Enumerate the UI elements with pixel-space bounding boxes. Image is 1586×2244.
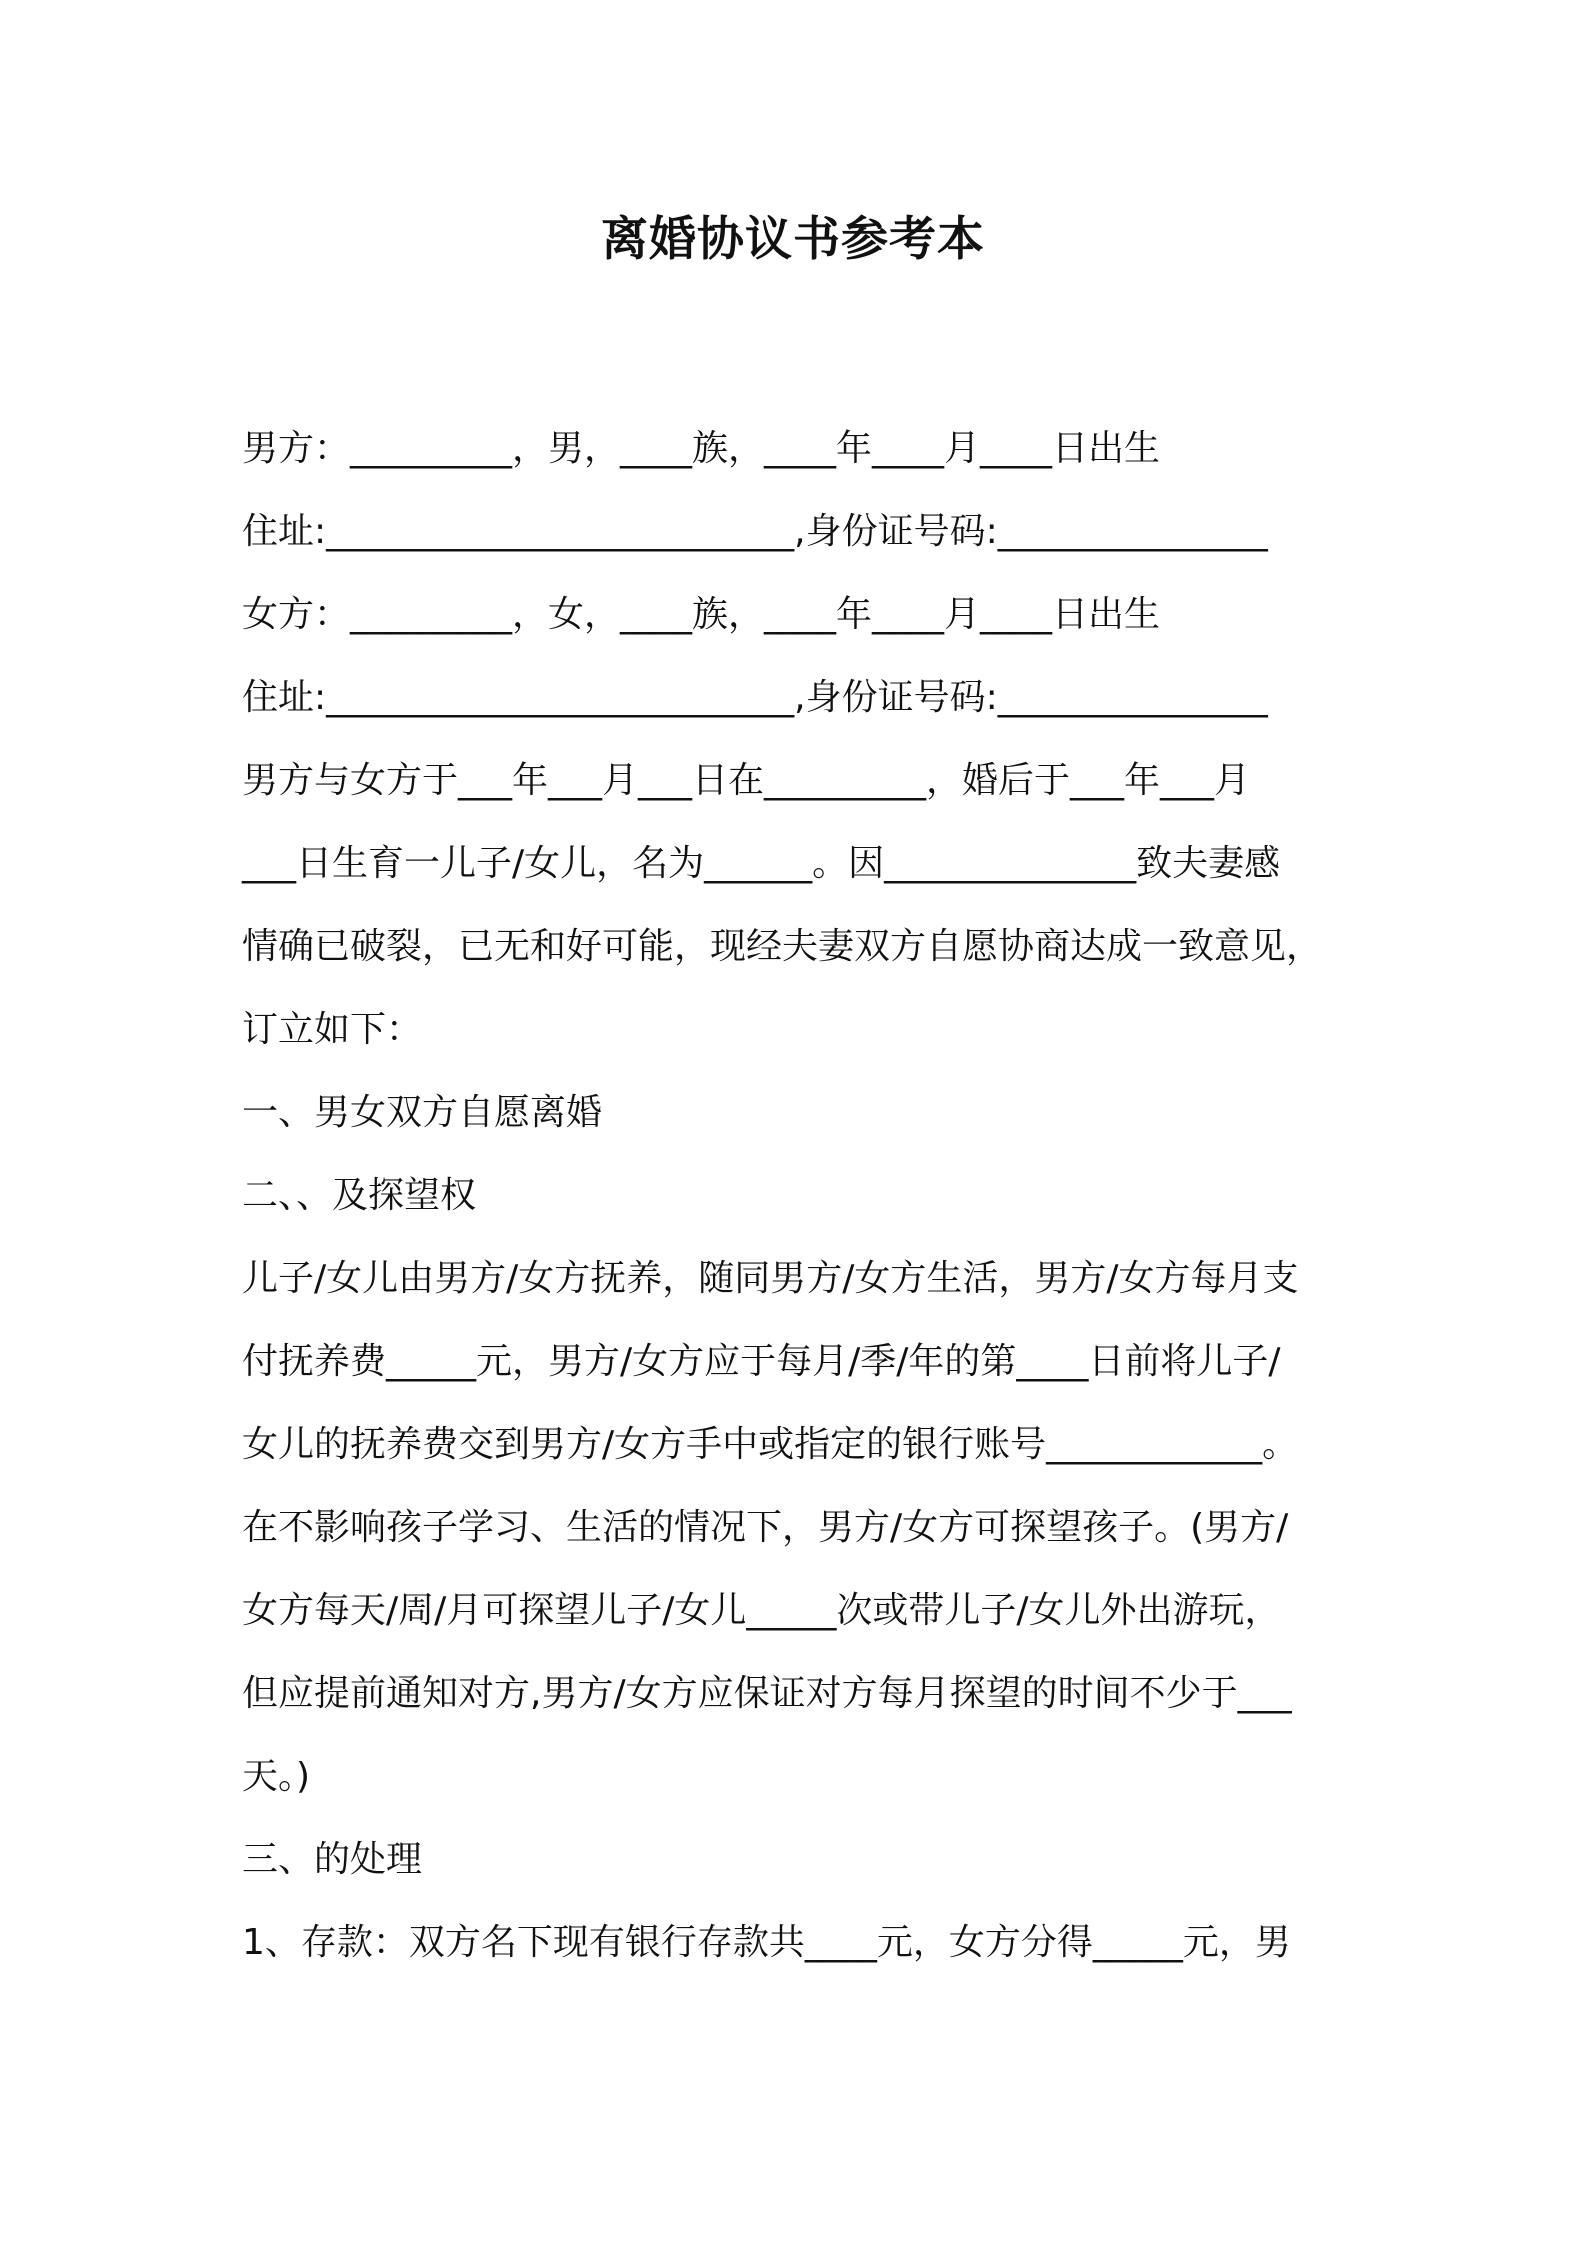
visitation-line-2: 女方每天/周/月可探望儿子/女儿_____次或带儿子/女儿外出游玩， <box>242 1590 1281 1631</box>
section-1-heading: 一、男女双方自愿离婚 <box>242 1092 603 1133</box>
document-body <box>242 407 1352 1984</box>
custody-line-2: 付抚养费_____元，男方/女方应于每月/季/年的第____日前将儿子/ <box>242 1341 1281 1382</box>
party-male-info: 男方：_________，男，____族，____年____月____日出生 <box>242 428 1161 469</box>
marriage-info-line-2: ___日生育一儿子/女儿，名为______。因______________致夫妻感 <box>242 843 1281 884</box>
section-2-heading: 二、、及探望权 <box>242 1175 477 1216</box>
party-female-address: 住址:__________________________,身份证号码:_______________ <box>242 677 1268 718</box>
marriage-info-line-3: 情确已破裂，已无和好可能，现经夫妻双方自愿协商达成一致意见， <box>242 926 1323 967</box>
document-title: 离婚协议书参考本 <box>601 212 985 267</box>
party-male-address: 住址:__________________________,身份证号码:_______________ <box>242 511 1268 552</box>
section-3-heading: 三、的处理 <box>242 1839 423 1880</box>
visitation-line-4: 天。) <box>242 1756 311 1797</box>
property-deposit-line: 1、存款：双方名下现有银行存款共____元，女方分得_____元，男 <box>242 1922 1291 1963</box>
custody-line-1: 儿子/女儿由男方/女方抚养，随同男方/女方生活，男方/女方每月支 <box>242 1258 1299 1299</box>
custody-line-3: 女儿的抚养费交到男方/女方手中或指定的银行账号____________。 <box>242 1424 1299 1465</box>
visitation-line-3: 但应提前通知对方,男方/女方应保证对方每月探望的时间不少于___ <box>242 1673 1292 1714</box>
visitation-line-1: 在不影响孩子学习、生活的情况下，男方/女方可探望孩子。(男方/ <box>242 1507 1289 1548</box>
marriage-info-line-4: 订立如下： <box>242 1009 423 1050</box>
marriage-info-line-1: 男方与女方于___年___月___日在_________，婚后于___年___月 <box>242 760 1251 801</box>
party-female-info: 女方：_________，女，____族，____年____月____日出生 <box>242 594 1161 635</box>
